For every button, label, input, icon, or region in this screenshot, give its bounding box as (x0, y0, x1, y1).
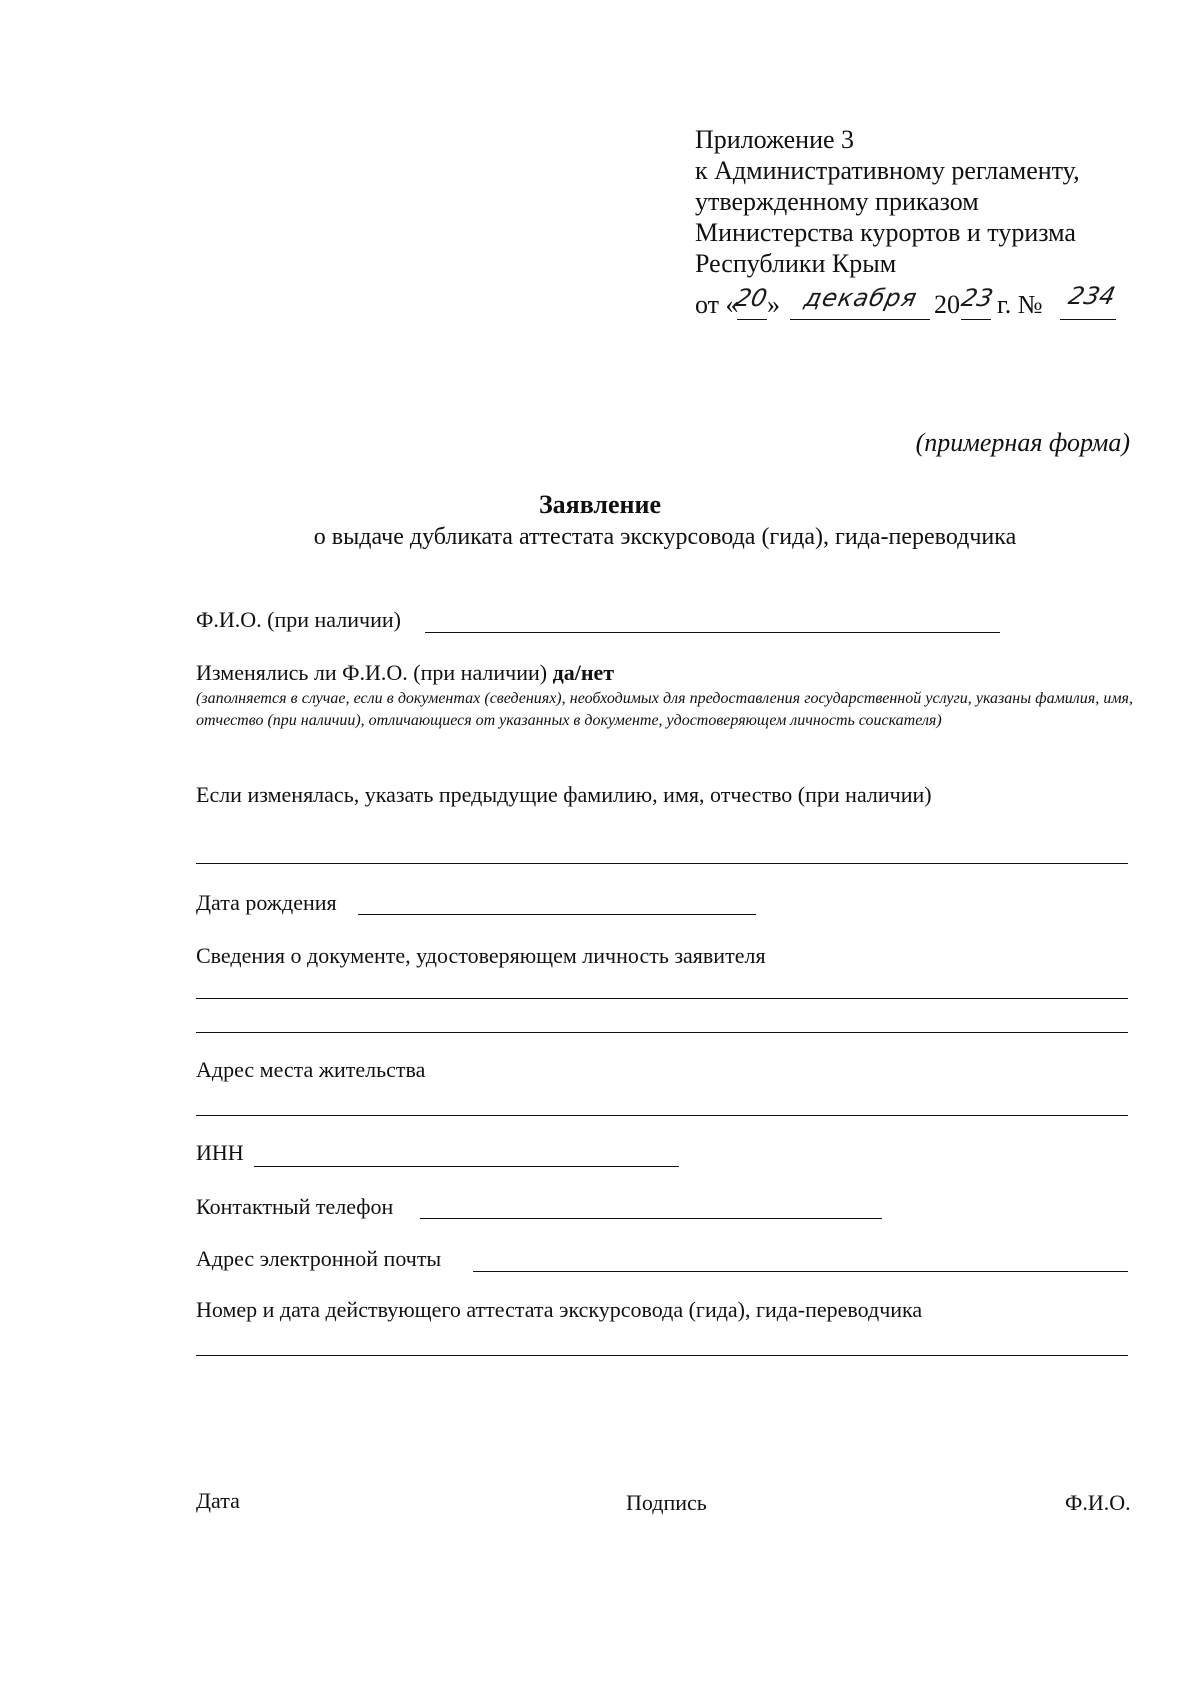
order-year-suffix: 23 (959, 284, 996, 312)
phone-label: Контактный телефон (196, 1194, 394, 1219)
fio-changed-label: Изменялись ли Ф.И.О. (при наличии) (196, 660, 553, 685)
order-day: 20 (733, 284, 770, 312)
order-year-prefix: 20 (934, 290, 960, 319)
address-input-line[interactable] (196, 1115, 1128, 1116)
fio-input-line[interactable] (425, 632, 1000, 633)
approval-line-3: утвержденному приказом (695, 187, 979, 216)
order-day-close: » (767, 290, 780, 319)
fio-label: Ф.И.О. (при наличии) (196, 607, 401, 632)
approval-block (695, 124, 1165, 279)
order-year-underline (961, 319, 991, 320)
fio-changed-question (196, 660, 614, 686)
id-document-label: Сведения о документе, удостоверяющем личность заявителя (196, 943, 766, 968)
inn-input-line[interactable] (254, 1166, 679, 1167)
id-document-input-line-1[interactable] (196, 998, 1128, 999)
certificate-label: Номер и дата действующего аттестата экскурсовода (гида), гида-переводчика (196, 1297, 923, 1322)
certificate-input-line[interactable] (196, 1355, 1128, 1356)
previous-names-input-line[interactable] (196, 863, 1128, 864)
id-document-input-line-2[interactable] (196, 1032, 1128, 1033)
email-label: Адрес электронной почты (196, 1246, 442, 1271)
fio-changed-note: (заполняется в случае, если в документах (сведениях), необходимых для предоставления государственной услуги, указаны фамилия, имя, отчество (при наличии), отличающиеся от указанных в документе, удостоверяющем личность соискателя) (196, 690, 1133, 729)
order-month-underline (790, 319, 930, 320)
inn-label: ИНН (196, 1140, 244, 1165)
order-number: 234 (1066, 282, 1118, 310)
address-label: Адрес места жительства (196, 1057, 426, 1082)
order-number-underline (1060, 319, 1116, 320)
order-prefix: от « (695, 290, 739, 319)
document-subtitle: о выдаче дубликата аттестата экскурсовода (гида), гида-переводчика (313, 524, 1017, 550)
previous-names-label: Если изменялась, указать предыдущие фамилию, имя, отчество (при наличии) (196, 782, 932, 807)
approval-line-5: Республики Крым (695, 249, 897, 278)
order-year-label: г. № (997, 290, 1043, 319)
approval-line-4: Министерства курортов и туризма (695, 218, 1076, 247)
signature-sign-label: Подпись (626, 1490, 707, 1515)
approval-line-2: к Административному регламенту, (695, 156, 1080, 185)
birth-date-input-line[interactable] (358, 914, 756, 915)
order-day-underline (737, 319, 767, 320)
signature-date-label: Дата (196, 1488, 240, 1513)
signature-fio-label: Ф.И.О. (1065, 1490, 1131, 1515)
form-type-label: (примерная форма) (915, 428, 1130, 457)
fio-changed-options[interactable]: да/нет (552, 660, 615, 685)
email-input-line[interactable] (473, 1271, 1128, 1272)
phone-input-line[interactable] (420, 1218, 882, 1219)
birth-date-label: Дата рождения (196, 890, 337, 915)
order-month: декабря (802, 284, 921, 312)
document-title: Заявление (538, 490, 662, 519)
approval-line-1: Приложение 3 (695, 125, 855, 154)
